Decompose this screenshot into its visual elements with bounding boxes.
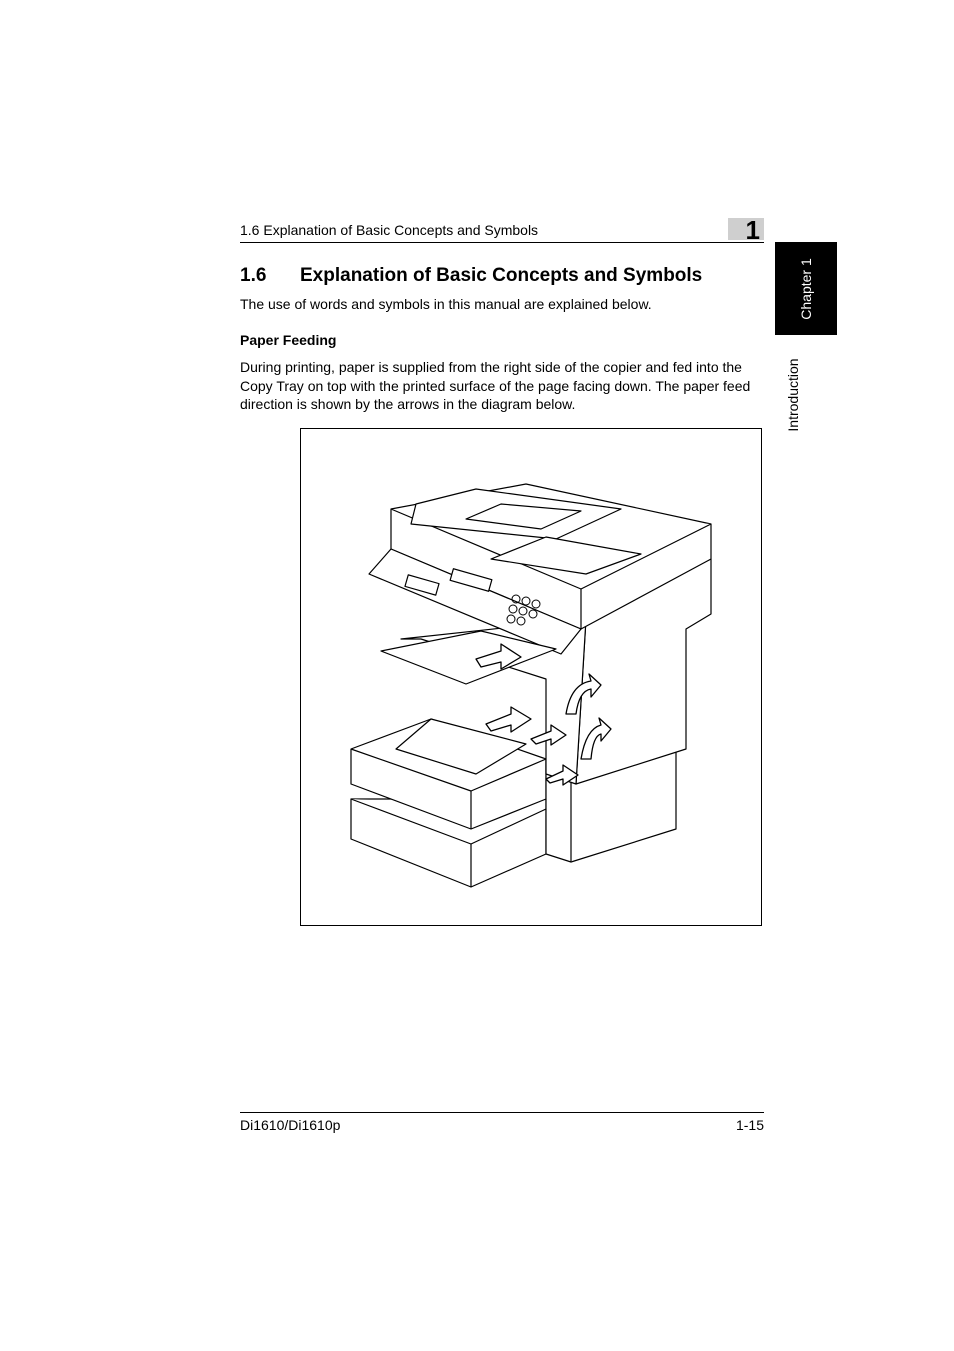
section-tab-label: Introduction — [785, 358, 801, 432]
chapter-tab-label: Chapter 1 — [798, 257, 814, 320]
section-heading — [240, 265, 702, 287]
chapter-number-box — [728, 215, 764, 245]
section-intro: The use of words and symbols in this manual are explained below. — [240, 296, 652, 312]
footer-model: Di1610/Di1610p — [240, 1117, 341, 1133]
section-title: Explanation of Basic Concepts and Symbols — [300, 265, 703, 286]
section-tab — [775, 340, 811, 450]
running-header-title: 1.6 Explanation of Basic Concepts and Symbols — [240, 222, 539, 238]
figure-frame — [300, 428, 762, 926]
subsection-heading: Paper Feeding — [240, 332, 337, 348]
running-header — [240, 215, 764, 245]
footer-rule — [240, 1112, 764, 1113]
copier-illustration-icon — [301, 429, 761, 925]
section-number: 1.6 — [240, 265, 267, 286]
footer-page-number: 1-15 — [735, 1117, 764, 1133]
chapter-tab — [775, 242, 837, 335]
chapter-number: 1 — [745, 215, 760, 245]
subsection-body: During printing, paper is supplied from the right side of the copier and fed into the Copy Tray on top with the printed surface of the page facing down. The paper feed direction is shown by the arrows in the diagram below. — [240, 359, 751, 412]
